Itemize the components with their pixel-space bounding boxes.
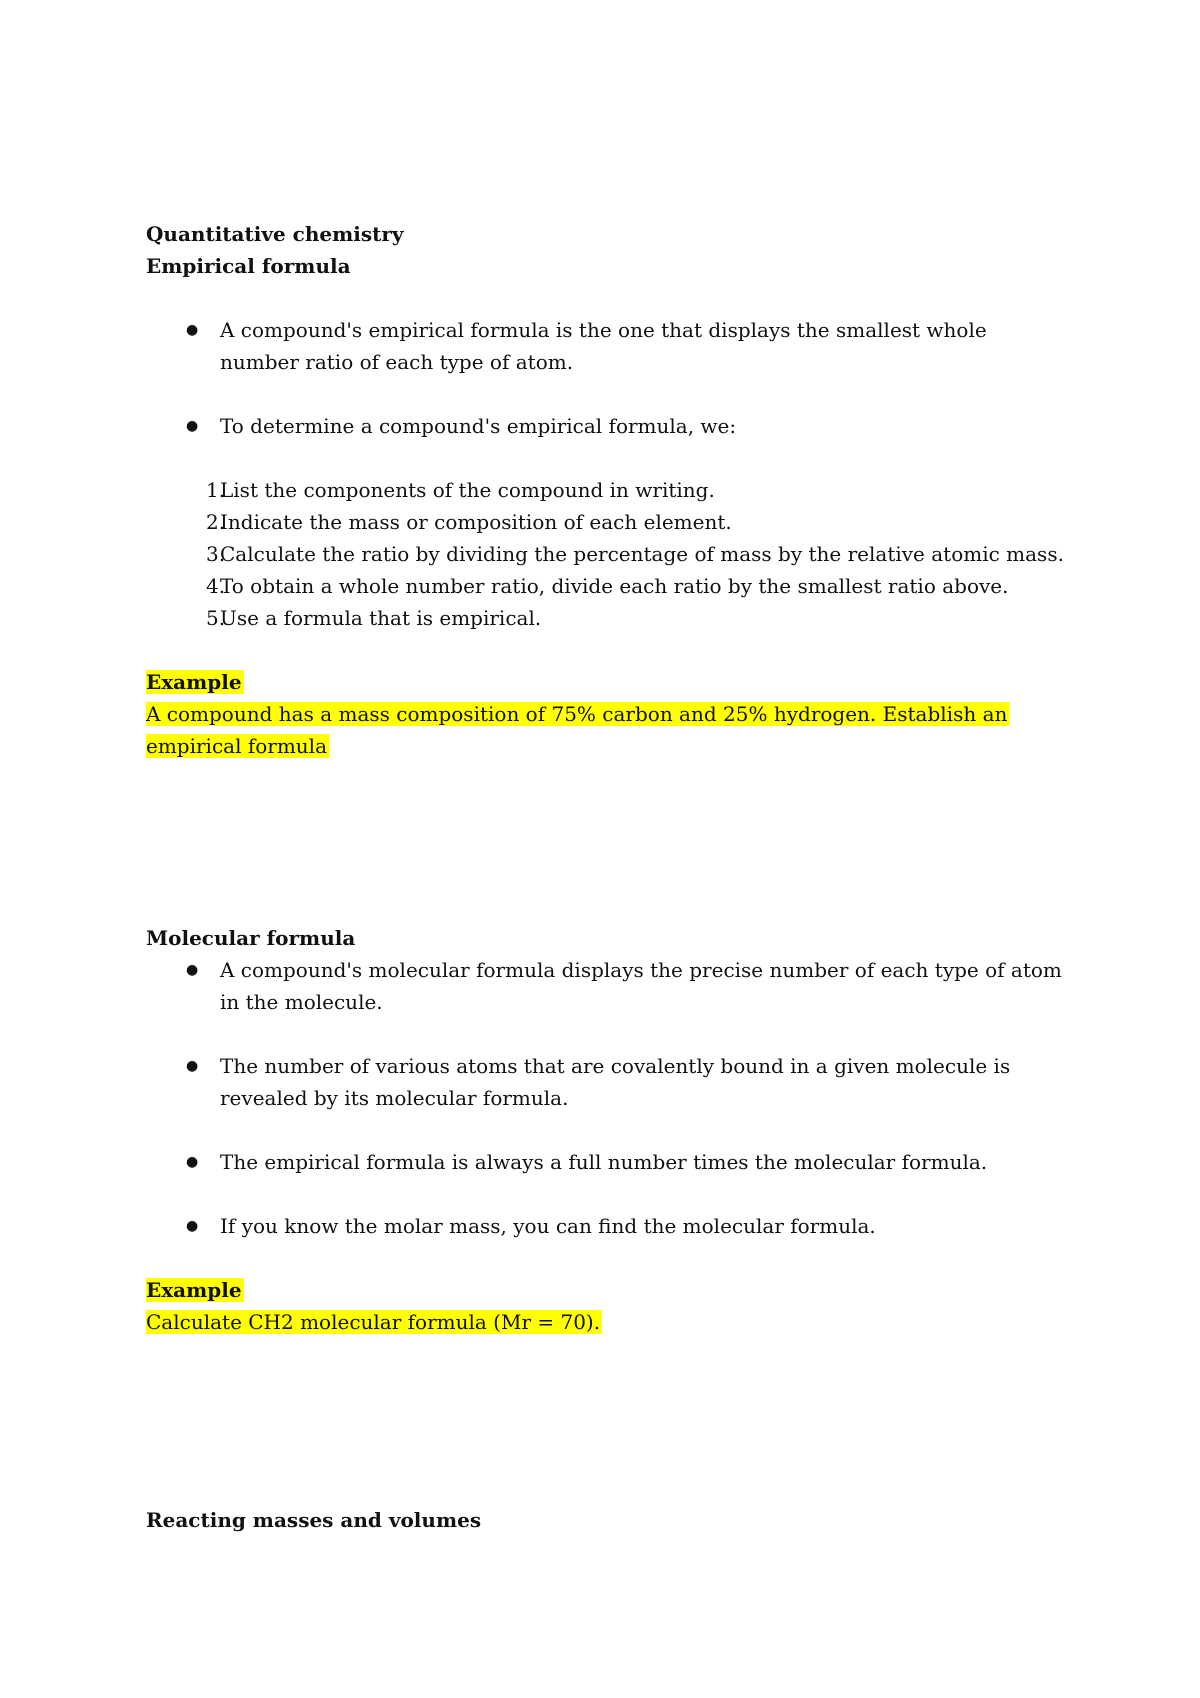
bullet-icon: ● <box>186 418 199 434</box>
empirical-bullet-1 <box>146 314 1066 378</box>
bullet-text: The empirical formula is always a full number times the molecular formula. <box>220 1150 988 1174</box>
step-item <box>146 602 1066 634</box>
step-text: Indicate the mass or composition of each element. <box>220 510 732 534</box>
molecular-heading: Molecular formula <box>146 926 356 950</box>
bullet-text: The number of various atoms that are covalently bound in a given molecule is revealed by its molecular formula. <box>220 1054 1011 1110</box>
reacting-heading: Reacting masses and volumes <box>146 1508 482 1532</box>
molecular-example <box>146 1274 1066 1338</box>
step-item <box>146 474 1066 506</box>
bullet-text: A compound's molecular formula displays the precise number of each type of atom in the molecule. <box>220 958 1062 1014</box>
example-label: Example <box>146 1278 242 1302</box>
step-text: Calculate the ratio by dividing the percentage of mass by the relative atomic mass. <box>220 542 1064 566</box>
molecular-bullet-3 <box>146 1146 1066 1178</box>
step-text: List the components of the compound in writing. <box>220 478 715 502</box>
step-text: To obtain a whole number ratio, divide each ratio by the smallest ratio above. <box>220 574 1009 598</box>
bullet-text: If you know the molar mass, you can find the molecular formula. <box>220 1214 876 1238</box>
bullet-icon: ● <box>186 1218 199 1234</box>
step-item <box>146 506 1066 538</box>
example-text: Calculate CH2 molecular formula (Mr = 70). <box>146 1310 601 1334</box>
empirical-example <box>146 666 1066 762</box>
reacting-section <box>146 1504 1066 1536</box>
bullet-icon: ● <box>186 322 199 338</box>
example-label: Example <box>146 670 242 694</box>
bullet-icon: ● <box>186 1154 199 1170</box>
molecular-bullet-1 <box>146 954 1066 1018</box>
empirical-section <box>146 218 1066 762</box>
example-text-line-1: A compound has a mass composition of 75% carbon and 25% hydrogen. Establish an <box>146 702 1008 726</box>
step-text: Use a formula that is empirical. <box>220 606 542 630</box>
steps-list <box>146 474 1066 634</box>
bullet-text: A compound's empirical formula is the one that displays the smallest whole number ratio of each type of atom. <box>220 318 987 374</box>
step-number: 5. <box>206 606 226 630</box>
bullet-text: To determine a compound's empirical formula, we: <box>220 414 737 438</box>
example-text-line-2: empirical formula <box>146 734 328 758</box>
step-number: 4. <box>206 574 226 598</box>
document-title: Quantitative chemistry <box>146 222 404 246</box>
bullet-icon: ● <box>186 962 199 978</box>
step-number: 3. <box>206 542 226 566</box>
step-item <box>146 538 1066 570</box>
molecular-section <box>146 922 1066 1338</box>
molecular-bullet-4 <box>146 1210 1066 1242</box>
step-number: 1. <box>206 478 226 502</box>
empirical-bullet-2 <box>146 410 1066 442</box>
step-item <box>146 570 1066 602</box>
bullet-icon: ● <box>186 1058 199 1074</box>
step-number: 2. <box>206 510 226 534</box>
empirical-heading: Empirical formula <box>146 254 351 278</box>
molecular-bullet-2 <box>146 1050 1066 1114</box>
